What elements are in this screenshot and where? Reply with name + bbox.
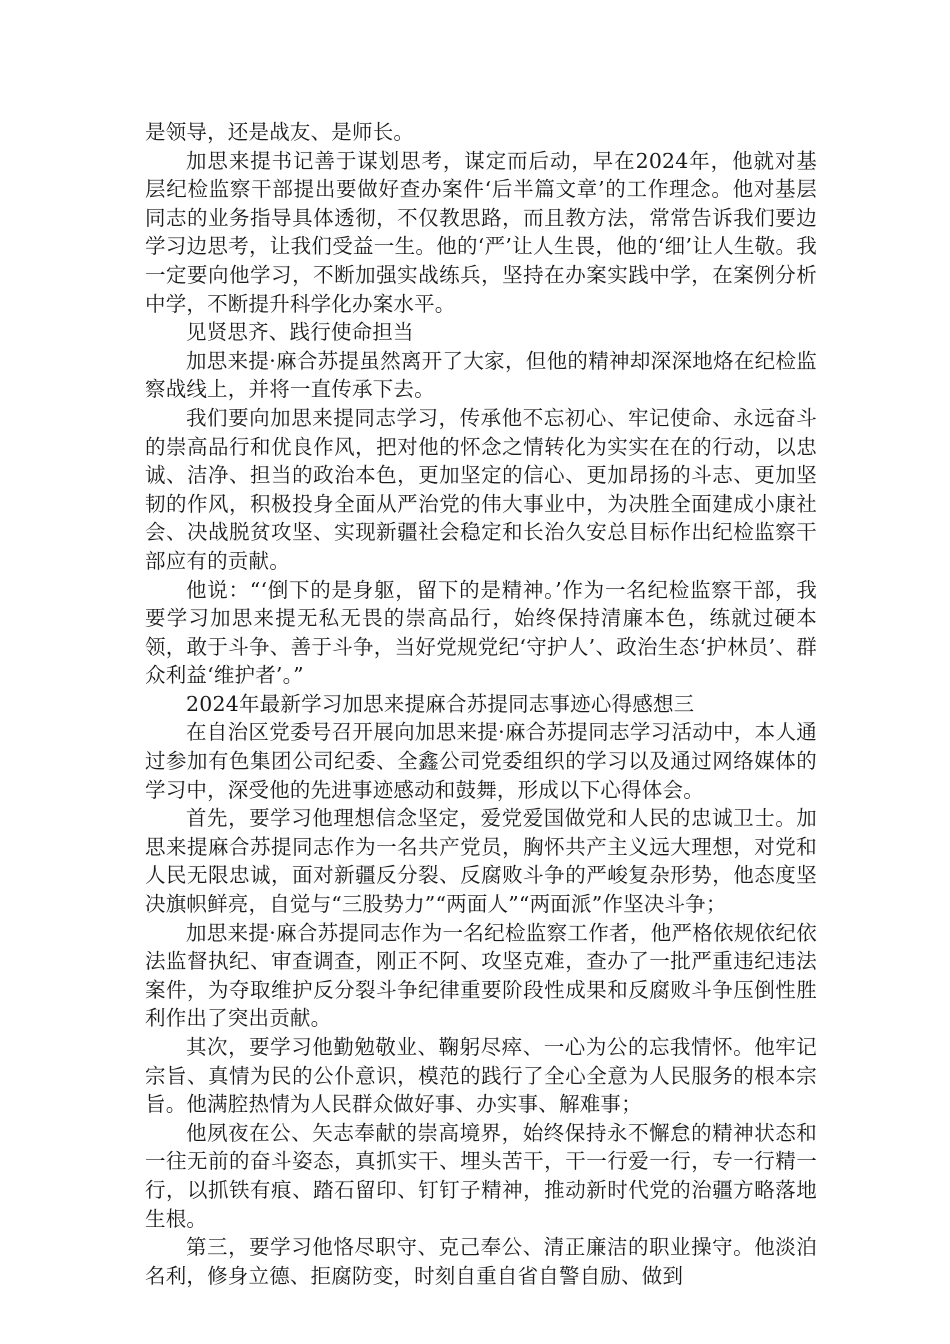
paragraph: 加思来提·麻合苏提同志作为一名纪检监察工作者，他严格依规依纪依法监督执纪、审查调查，刚正不阿、攻坚克难，查办了一批严重违纪违法案件，为夺取维护反分裂斗争纪律重要阶段性成果和反腐败斗争压倒性胜利作出了突出贡献。 xyxy=(145,920,817,1031)
document-page xyxy=(145,118,817,1290)
paragraph: 我们要向加思来提同志学习，传承他不忘初心、牢记使命、永远奋斗的崇高品行和优良作风，把对他的怀念之情转化为实实在在的行动，以忠诚、洁净、担当的政治本色，更加坚定的信心、更加昂扬的斗志、更加坚韧的作风，积极投身全面从严治党的伟大事业中，为决胜全面建成小康社会、决战脱贫攻坚、实现新疆社会稳定和长治久安总目标作出纪检监察干部应有的贡献。 xyxy=(145,405,817,573)
paragraph-quote: 他说：“‘倒下的是身躯，留下的是精神。’作为一名纪检监察干部，我要学习加思来提无私无畏的崇高品行，始终保持清廉本色，练就过硬本领，敢于斗争、善于斗争，当好党规党纪‘守护人’、政治生态‘护林员’、群众利益‘维护者’。” xyxy=(145,577,817,688)
paragraph: 他夙夜在公、矢志奉献的崇高境界，始终保持永不懈怠的精神状态和一往无前的奋斗姿态，真抓实干、埋头苦干，干一行爱一行，专一行精一行，以抓铁有痕、踏石留印、钉钉子精神，推动新时代党的治疆方略落地生根。 xyxy=(145,1120,817,1231)
paragraph: 加思来提书记善于谋划思考，谋定而后动，早在2024年，他就对基层纪检监察干部提出要做好查办案件‘后半篇文章’的工作理念。他对基层同志的业务指导具体透彻，不仅教思路，而且教方法，常常告诉我们要边学习边思考，让我们受益一生。他的‘严’让人生畏，他的‘细’让人生敬。我一定要向他学习，不断加强实战练兵，坚持在办案实践中学，在案例分析中学，不断提升科学化办案水平。 xyxy=(145,148,817,316)
paragraph: 加思来提·麻合苏提虽然离开了大家，但他的精神却深深地烙在纪检监察战线上，并将一直传承下去。 xyxy=(145,348,817,402)
paragraph: 其次，要学习他勤勉敬业、鞠躬尽瘁、一心为公的忘我情怀。他牢记宗旨、真情为民的公仆意识，模范的践行了全心全意为人民服务的根本宗旨。他满腔热情为人民群众做好事、办实事、解难事； xyxy=(145,1035,817,1117)
article-title: 2024年最新学习加思来提麻合苏提同志事迹心得感想三 xyxy=(186,691,695,716)
paragraph: 第三，要学习他恪尽职守、克己奉公、清正廉洁的职业操守。他淡泊名利，修身立德、拒腐防变，时刻自重自省自警自励、做到 xyxy=(145,1235,817,1288)
paragraph-continued: 是领导，还是战友、是师长。 xyxy=(145,120,415,144)
section-heading: 见贤思齐、践行使命担当 xyxy=(186,320,414,345)
paragraph: 首先，要学习他理想信念坚定，爱党爱国做党和人民的忠诚卫士。加思来提麻合苏提同志作为一名共产党员，胸怀共产主义远大理想，对党和人民无限忠诚，面对新疆反分裂、反腐败斗争的严峻复杂形势，他态度坚决旗帜鲜亮，自觉与“三股势力”“两面人”“两面派”作坚决斗争； xyxy=(145,806,817,917)
paragraph: 在自治区党委号召开展向加思来提·麻合苏提同志学习活动中，本人通过参加有色集团公司纪委、全鑫公司党委组织的学习以及通过网络媒体的学习中，深受他的先进事迹感动和鼓舞，形成以下心得体会。 xyxy=(145,720,817,802)
